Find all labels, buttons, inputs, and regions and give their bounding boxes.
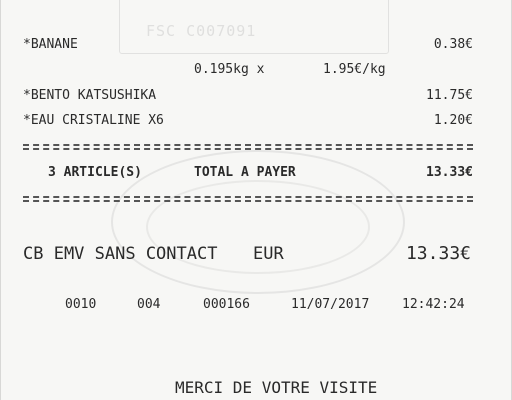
article-count: 3 ARTICLE(S)	[48, 165, 142, 180]
banana-weight: 0.195kg x	[194, 62, 265, 77]
thank-you-message: MERCI DE VOTRE VISITE	[175, 378, 378, 397]
store-number: 0010	[65, 297, 97, 312]
payment-method: CB EMV SANS CONTACT	[23, 244, 218, 264]
separator-top	[23, 144, 473, 150]
terminal-number: 004	[137, 297, 161, 312]
total-label: TOTAL A PAYER	[194, 165, 296, 180]
item-price-eau: 1.20€	[433, 113, 473, 128]
payment-currency: EUR	[253, 244, 284, 264]
item-price-banane: 0.38€	[433, 37, 473, 52]
item-name-eau: *EAU CRISTALINE X6	[23, 113, 164, 128]
separator-bottom	[23, 196, 473, 202]
item-name-banane: *BANANE	[23, 37, 78, 52]
transaction-time: 12:42:24	[402, 297, 465, 312]
payment-amount: 13.33€	[405, 243, 471, 264]
total-amount: 13.33€	[426, 165, 473, 180]
ticket-number: 000166	[203, 297, 250, 312]
fsc-watermark-text: FSC C007091	[146, 22, 257, 40]
item-price-bento: 11.75€	[426, 88, 473, 103]
transaction-date: 11/07/2017	[291, 297, 370, 312]
item-name-bento: *BENTO KATSUSHIKA	[23, 88, 157, 103]
banana-unit-price: 1.95€/kg	[323, 62, 386, 77]
